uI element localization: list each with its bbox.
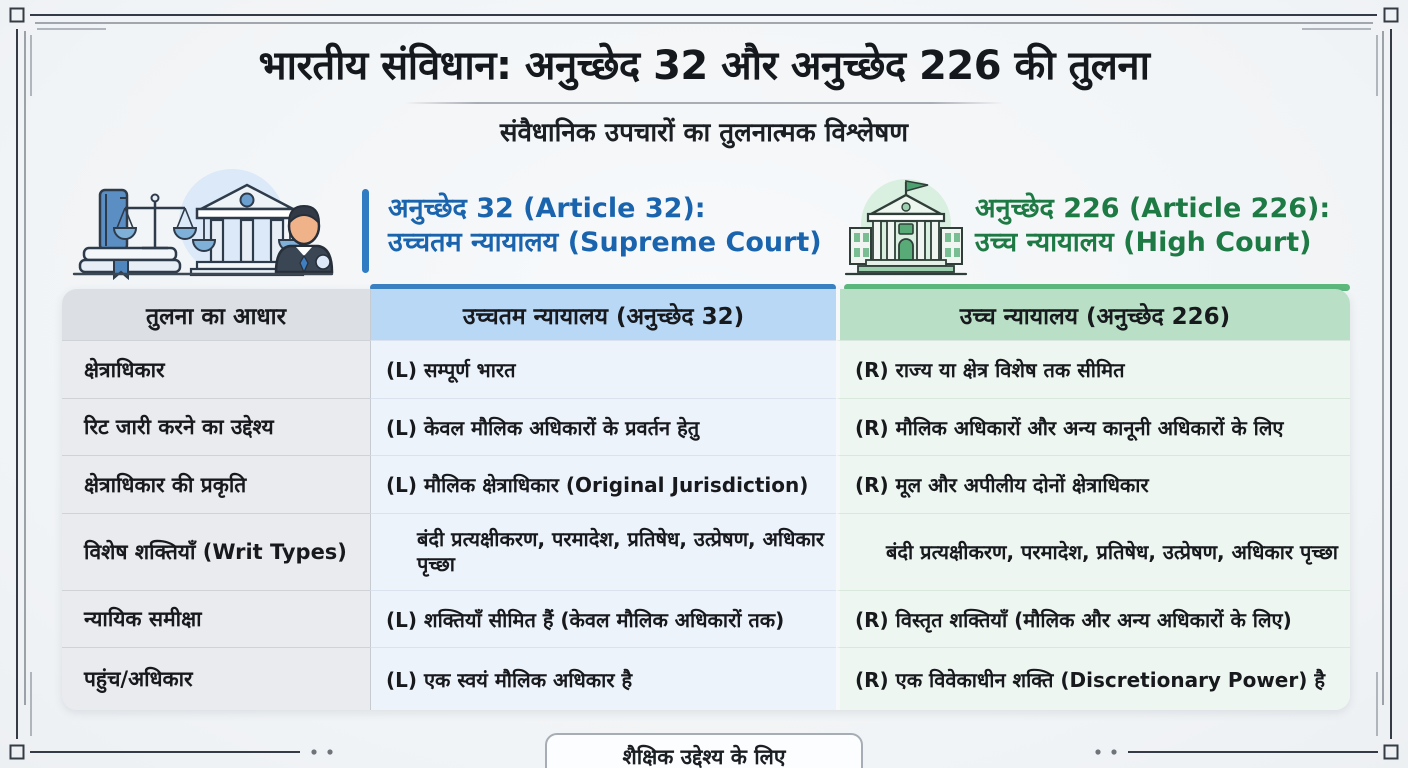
footer-note: शैक्षिक उद्देश्य के लिए: [545, 733, 863, 768]
title-divider: [404, 102, 1004, 104]
article226-heading-line1: अनुच्छेद 226 (Article 226):: [975, 193, 1331, 224]
row-basis: क्षेत्राधिकार की प्रकृति: [62, 455, 370, 513]
article32-heading-line2: उच्चतम न्यायालय (Supreme Court): [388, 227, 822, 258]
row-supreme-court-value: (L) एक स्वयं मौलिक अधिकार है: [370, 647, 836, 710]
row-high-court-value: (R) राज्य या क्षेत्र विशेष तक सीमित: [836, 340, 1350, 398]
page-subtitle: संवैधानिक उपचारों का तुलनात्मक विश्लेषण: [499, 118, 909, 148]
column-header-supreme-court: उच्चतम न्यायालय (अनुच्छेद 32): [370, 289, 836, 340]
row-supreme-court-value: (L) मौलिक क्षेत्राधिकार (Original Jurisdiction): [370, 455, 836, 513]
row-supreme-court-value: (L) शक्तियाँ सीमित हैं (केवल मौलिक अधिकारों तक): [370, 590, 836, 647]
row-high-court-value: बंदी प्रत्यक्षीकरण, परमादेश, प्रतिषेध, उत्प्रेषण, अधिकार पृच्छा: [836, 513, 1350, 590]
comparison-grid: [62, 289, 1350, 710]
comparison-table: [62, 284, 1350, 710]
high-court-building-icon: [842, 172, 970, 280]
column-header-basis: तुलना का आधार: [62, 289, 370, 340]
row-basis: क्षेत्राधिकार: [62, 340, 370, 398]
row-basis: रिट जारी करने का उद्देश्य: [62, 398, 370, 455]
column-header-high-court: उच्च न्यायालय (अनुच्छेद 226): [836, 289, 1350, 340]
article32-heading: [388, 192, 822, 260]
article226-heading: [975, 192, 1330, 260]
row-supreme-court-value: (L) केवल मौलिक अधिकारों के प्रवर्तन हेतु: [370, 398, 836, 455]
row-basis: विशेष शक्तियाँ (Writ Types): [62, 513, 370, 590]
row-high-court-value: (R) विस्तृत शक्तियाँ (मौलिक और अन्य अधिकारों के लिए): [836, 590, 1350, 647]
row-supreme-court-value: बंदी प्रत्यक्षीकरण, परमादेश, प्रतिषेध, उत्प्रेषण, अधिकार पृच्छा: [370, 513, 836, 590]
row-high-court-value: (R) एक विवेकाधीन शक्ति (Discretionary Power) है: [836, 647, 1350, 710]
article32-heading-line1: अनुच्छेद 32 (Article 32):: [388, 193, 706, 224]
page-title: भारतीय संविधान: अनुच्छेद 32 और अनुच्छेद 226 की तुलना: [258, 43, 1150, 89]
row-basis: पहुंच/अधिकार: [62, 647, 370, 710]
article226-heading-line2: उच्च न्यायालय (High Court): [975, 227, 1312, 258]
row-basis: न्यायिक समीक्षा: [62, 590, 370, 647]
article32-accent-bar: [362, 189, 369, 273]
justice-scales-courthouse-lawyer-icon: [70, 168, 338, 282]
row-high-court-value: (R) मौलिक अधिकारों और अन्य कानूनी अधिकारों के लिए: [836, 398, 1350, 455]
row-supreme-court-value: (L) सम्पूर्ण भारत: [370, 340, 836, 398]
row-high-court-value: (R) मूल और अपीलीय दोनों क्षेत्राधिकार: [836, 455, 1350, 513]
